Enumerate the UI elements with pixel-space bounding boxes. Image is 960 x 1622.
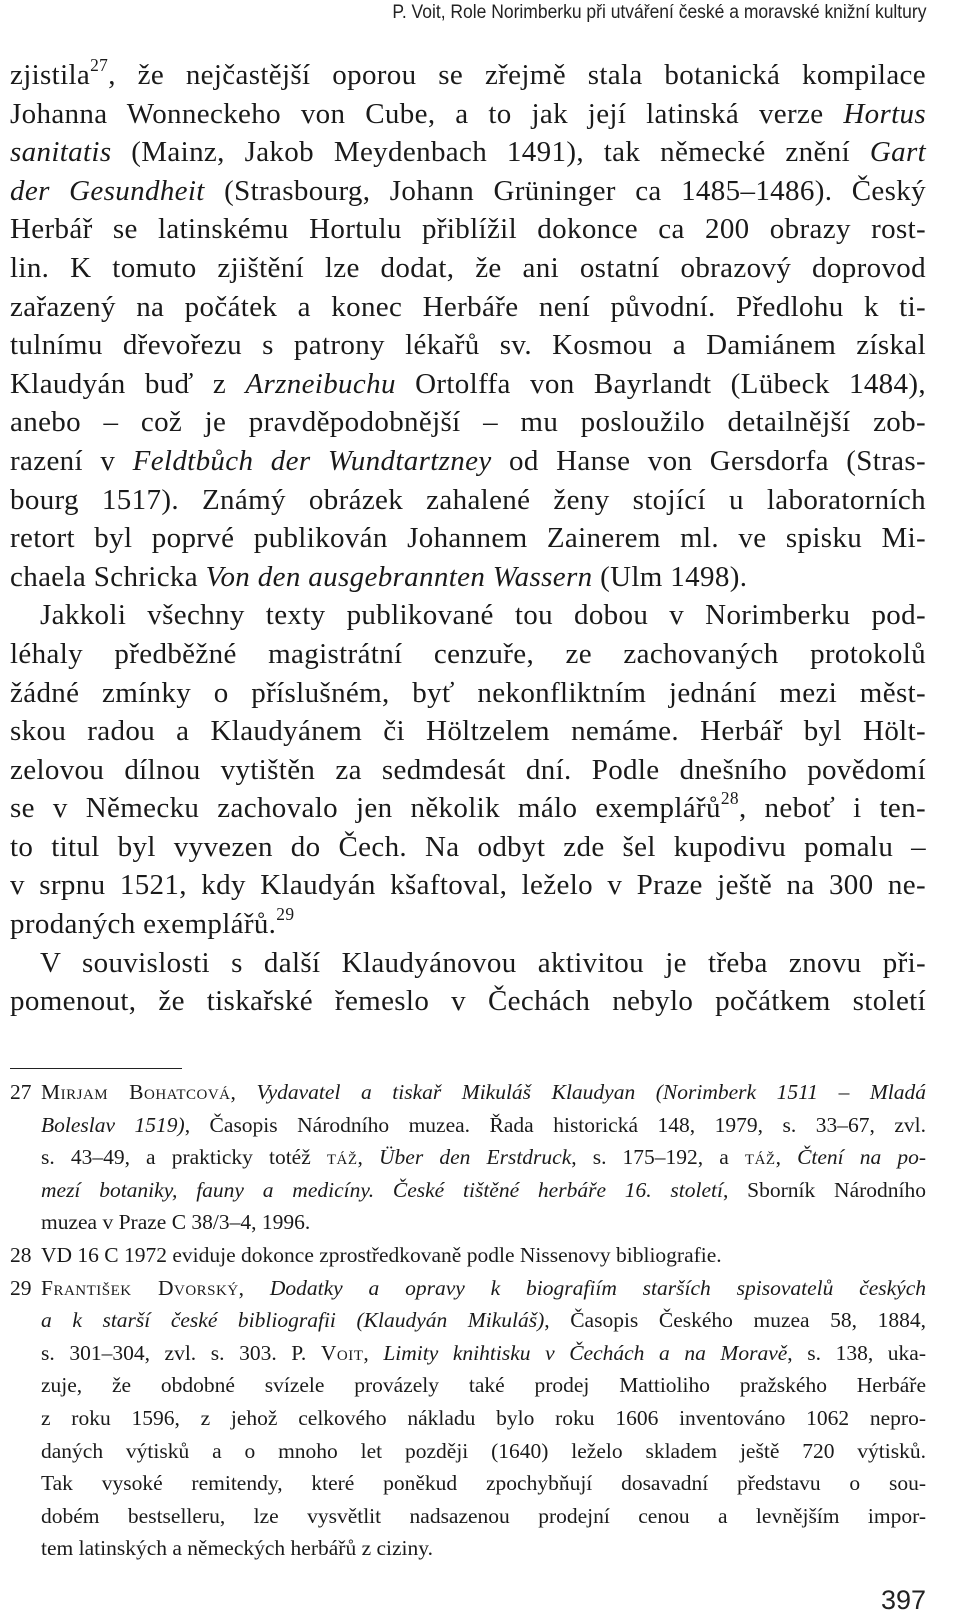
text-line: retort byl poprvé publikován Johannem Zainerem ml. ve spisku Mi- <box>10 522 926 555</box>
text-line: lin. K tomuto zjištění lze dodat, že ani ostatní obrazový doprovod <box>10 251 926 284</box>
text-line: to titul byl vyvezen do Čech. Na odbyt zde šel kupodivu pomalu – <box>10 830 926 863</box>
footnote <box>10 1272 926 1565</box>
text-line: prodaných exemplářů.$^{29}$ <box>10 904 295 941</box>
text-line: léhaly předběžné magistrátní cenzuře, ze zachovaných protokolů <box>10 637 926 670</box>
running-head: P. Voit, Role Norimberku při utváření české a moravské knižní kultury <box>391 2 926 23</box>
footnotes <box>10 1076 926 1565</box>
footnote-number: 27 <box>10 1080 32 1104</box>
italic-text: sanitatis <box>10 136 112 169</box>
footnote-rule <box>10 1068 182 1069</box>
footnote-line: Mirjam Bohatcová, Vydavatel a tiskař Mikuláš Klaudyan (Norimberk 1511 – Mladá <box>41 1080 926 1104</box>
text-line: se v Německu zachovalo jen několik málo exemplářů$^{28}$, neboť i ten- <box>10 788 926 825</box>
footnote-line: František Dvorský, Dodatky a opravy k biografiím starších spisovatelů českých <box>41 1275 927 1300</box>
footnote-reference: 27 <box>90 54 109 75</box>
italic-text: Boleslav 1519) <box>41 1112 185 1137</box>
text-line: zelovou dílnou vytištěn za sedmdesát dní. Podle dnešního povědomí <box>10 753 926 786</box>
italic-text: Dodatky a opravy k biografiím starších spisovatelů českých <box>269 1275 927 1300</box>
footnote-number: 28 <box>10 1242 32 1267</box>
author-name: táž <box>326 1145 358 1170</box>
page-number: 397 <box>880 1585 926 1615</box>
footnote-line: muzea v Praze C 38/3–4, 1996. <box>41 1210 311 1235</box>
text-line: žádné zmínky o příslušném, byť nekonfliktním jednání mezi měst- <box>10 676 926 709</box>
footnote-line: s. 43–49, a prakticky totéž táž, Über den Erstdruck, s. 175–192, a táž, Čtení na po- <box>41 1145 927 1170</box>
text-line: anebo – což je pravděpodobnější – mu posloužilo detailnější zob- <box>10 406 926 439</box>
italic-text: Über den Erstdruck <box>379 1145 572 1170</box>
footnote-line: daných výtisků a o mnoho let později (1640) leželo skladem ještě 720 výtisků. <box>41 1438 926 1463</box>
italic-text: Arzneibuchu <box>245 367 396 400</box>
footnote-line: zuje, že obdobné svízele provázely také prodej Mattioliho pražského Herbáře <box>41 1373 926 1398</box>
text-line: chaela Schricka Von den ausgebrannten Wassern (Ulm 1498). <box>10 560 748 593</box>
footnote-reference: 28 <box>720 788 739 809</box>
footnote-line: z roku 1596, z jehož celkového nákladu bylo roku 1606 inventováno 1062 nepro- <box>41 1405 926 1430</box>
footnote-line: a k starší české bibliografii (Klaudyán Mikuláš), Časopis Českého muzea 58, 1884, <box>41 1308 926 1333</box>
footnote <box>10 1239 926 1272</box>
text-line: razení v Feldtbůch der Wundtartzney od Hanse von Gersdorfa (Stras- <box>10 444 926 477</box>
footnote <box>10 1076 926 1239</box>
italic-text: Limity knihtisku v Čechách a na Moravě <box>383 1340 788 1365</box>
text-line: zjistila$^{27}$, že nejčastější oporou se zřejmě stala botanická kompilace <box>10 54 926 91</box>
footnote-line: tem latinských a německých herbářů z ciziny. <box>41 1536 434 1561</box>
text-line: Klaudyán buď z Arzneibuchu Ortolffa von Bayrlandt (Lübeck 1484), <box>10 367 926 400</box>
footnote-number: 29 <box>10 1275 32 1300</box>
italic-text: Von den ausgebrannten Wassern <box>205 560 593 593</box>
footnote-line: s. 301–304, zvl. s. 303. P. Voit, Limity knihtisku v Čechách a na Moravě, s. 138, uka- <box>41 1340 926 1365</box>
text-line: tulnímu dřevořezu s patrony lékařů sv. Kosmou a Damiánem získal <box>10 329 926 362</box>
text-line: pomenout, že tiskařské řemeslo v Čechách nebylo počátkem století <box>10 985 926 1018</box>
text-line: der Gesundheit (Strasbourg, Johann Grüninger ca 1485–1486). Český <box>10 174 926 207</box>
footnote-line: VD 16 C 1972 eviduje dokonce zprostředkovaně podle Nissenovy bibliografie. <box>41 1242 722 1267</box>
text-line: bourg 1517). Známý obrázek zahalené ženy stojící u laboratorních <box>10 483 926 516</box>
footnote-line: mezí botaniky, fauny a medicíny. České tištěné herbáře 16. století, Sborník Národního <box>41 1177 926 1202</box>
text-line: zařazený na počátek a konec Herbáře není původní. Předlohu k ti- <box>10 290 926 323</box>
italic-text: Feldtbůch der Wundtartzney <box>132 444 492 477</box>
text-line: Jakkoli všechny texty publikované tou dobou v Norimberku pod- <box>40 599 926 632</box>
text-line: skou radou a Klaudyánem či Höltzelem nemáme. Herbář byl Hölt- <box>10 715 926 748</box>
text-line: V souvislosti s další Klaudyánovou aktivitou je třeba znovu při- <box>40 946 926 979</box>
italic-text: Vydavatel a tiskař Mikuláš Klaudyan (Norimberk 1511 – Mladá <box>256 1080 926 1104</box>
italic-text: Gart <box>869 136 926 169</box>
italic-text: der Gesundheit <box>10 174 205 207</box>
author-name: Voit <box>320 1340 364 1365</box>
footnote-line: Tak vysoké remitendy, které poněkud zpochybňují dosavadní představu o sou- <box>41 1471 926 1496</box>
text-line: Johanna Wonneckeho von Cube, a to jak její latinská verze Hortus <box>10 97 926 130</box>
main-text <box>10 56 926 1021</box>
footnote-reference: 29 <box>276 904 295 925</box>
footnote-line: Boleslav 1519), Časopis Národního muzea. Řada historická 148, 1979, s. 33–67, zvl. <box>41 1112 926 1137</box>
italic-text: Hortus <box>843 97 926 130</box>
author-name: táž <box>744 1145 776 1170</box>
text-line: sanitatis (Mainz, Jakob Meydenbach 1491), tak německé znění Gart <box>10 136 926 169</box>
author-name: Mirjam Bohatcová <box>41 1080 231 1104</box>
italic-text: mezí botaniky, fauny a medicíny. České tištěné herbáře 16. století <box>41 1177 723 1202</box>
author-name: František Dvorský <box>41 1275 239 1300</box>
italic-text: a k starší české bibliografii (Klaudyán Mikuláš) <box>41 1308 545 1333</box>
text-line: v srpnu 1521, kdy Klaudyán kšaftoval, leželo v Praze ještě na 300 ne- <box>10 869 926 902</box>
text-line: Herbář se latinskému Hortulu přiblížil dokonce ca 200 obrazy rost- <box>10 213 926 246</box>
footnote-line: dobém bestselleru, lze vysvětlit nadsazenou prodejní cenou a levnějším impor- <box>41 1503 926 1528</box>
italic-text: Čtení na po- <box>797 1145 927 1170</box>
